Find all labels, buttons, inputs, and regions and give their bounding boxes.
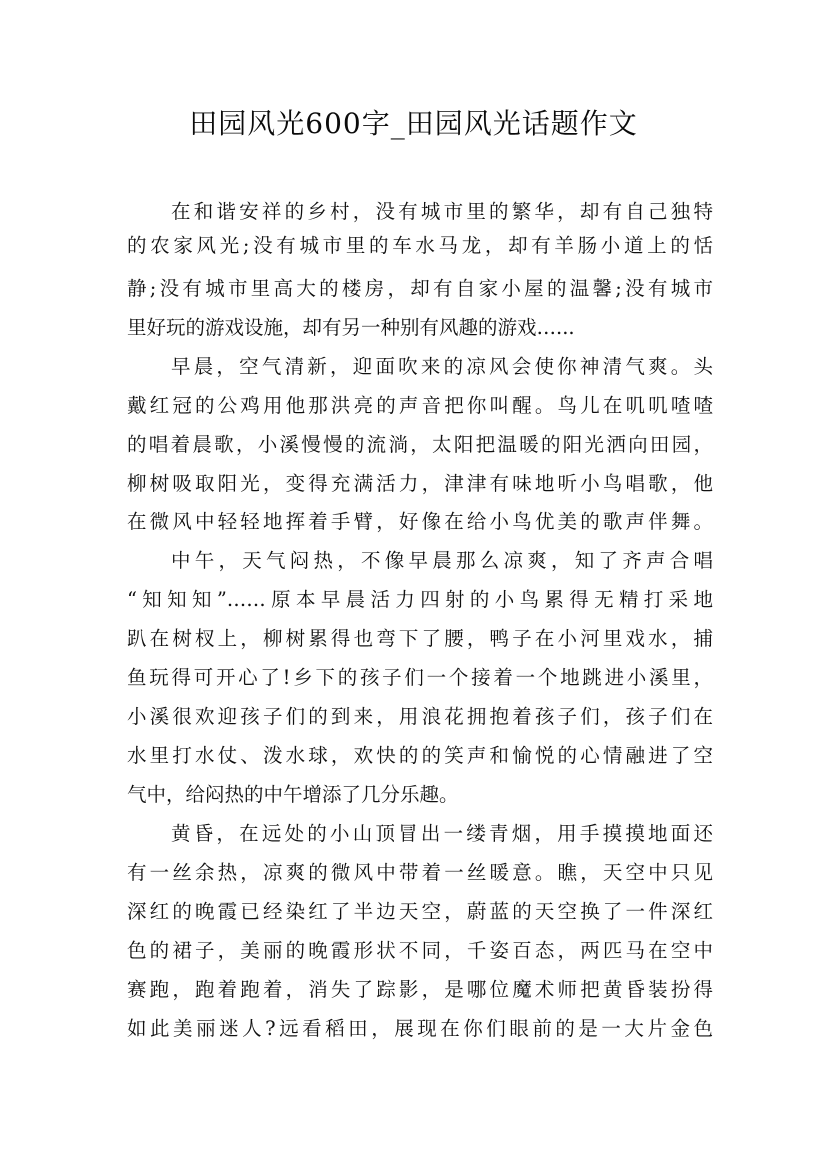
paragraph-3-line-1: 中午，天气闷热，不像早晨那么凉爽，知了齐声合唱 [171,549,713,572]
paragraph-4-line-6: 如此美丽迷人?远看稻田，展现在你们眼前的是一大片金色 [127,1017,713,1040]
paragraph-3-line-7: 气中，给闷热的中午增添了几分乐趣。 [127,783,459,806]
paragraph-4-line-3: 深红的晚霞已经染红了半边天空，蔚蓝的天空换了一件深红 [127,900,713,923]
paragraph-2-line-1: 早晨，空气清新，迎面吹来的凉风会使你神清气爽。头 [171,355,713,378]
paragraph-1-line-3: 静;没有城市里高大的楼房，却有自家小屋的温馨;没有城市 [127,277,713,300]
paragraph-2-line-2: 戴红冠的公鸡用他那洪亮的声音把你叫醒。鸟儿在叽叽喳喳 [127,394,713,417]
paragraph-2-line-5: 在微风中轻轻地挥着手臂，好像在给小鸟优美的歌声伴舞。 [127,510,713,533]
paragraph-2-line-4: 柳树吸取阳光，变得充满活力，津津有味地听小鸟唱歌，他 [127,472,713,495]
paragraph-3-line-3: 趴在树杈上，柳树累得也弯下了腰，鸭子在小河里戏水，捕 [127,627,713,650]
paragraph-3-line-6: 水里打水仗、泼水球，欢快的的笑声和愉悦的心情融进了空 [127,744,713,767]
paragraph-1-line-1: 在和谐安祥的乡村，没有城市里的繁华，却有自己独特 [171,200,713,223]
document-title: 田园风光600字_田园风光话题作文 [189,107,638,140]
paragraph-4-line-1: 黄昏，在远处的小山顶冒出一缕青烟，用手摸摸地面还 [171,822,713,845]
paragraph-3-line-2: “知知知”……原本早晨活力四射的小鸟累得无精打采地 [127,588,713,611]
paragraph-1-line-4: 里好玩的游戏设施，却有另一种别有风趣的游戏…... [127,316,575,339]
paragraph-3-line-5: 小溪很欢迎孩子们的到来，用浪花拥抱着孩子们，孩子们在 [127,705,713,728]
paragraph-2-line-3: 的唱着晨歌，小溪慢慢的流淌，太阳把温暖的阳光洒向田园， [127,433,713,456]
paragraph-4-line-5: 赛跑，跑着跑着，消失了踪影，是哪位魔术师把黄昏装扮得 [127,978,713,1001]
paragraph-3-line-4: 鱼玩得可开心了!乡下的孩子们一个接着一个地跳进小溪里， [127,666,713,689]
paragraph-1-line-2: 的农家风光;没有城市里的车水马龙，却有羊肠小道上的恬 [127,234,713,257]
paragraph-4-line-4: 色的裙子，美丽的晚霞形状不同，千姿百态，两匹马在空中 [127,939,713,962]
paragraph-4-line-2: 有一丝余热，凉爽的微风中带着一丝暖意。瞧，天空中只见 [127,861,713,884]
